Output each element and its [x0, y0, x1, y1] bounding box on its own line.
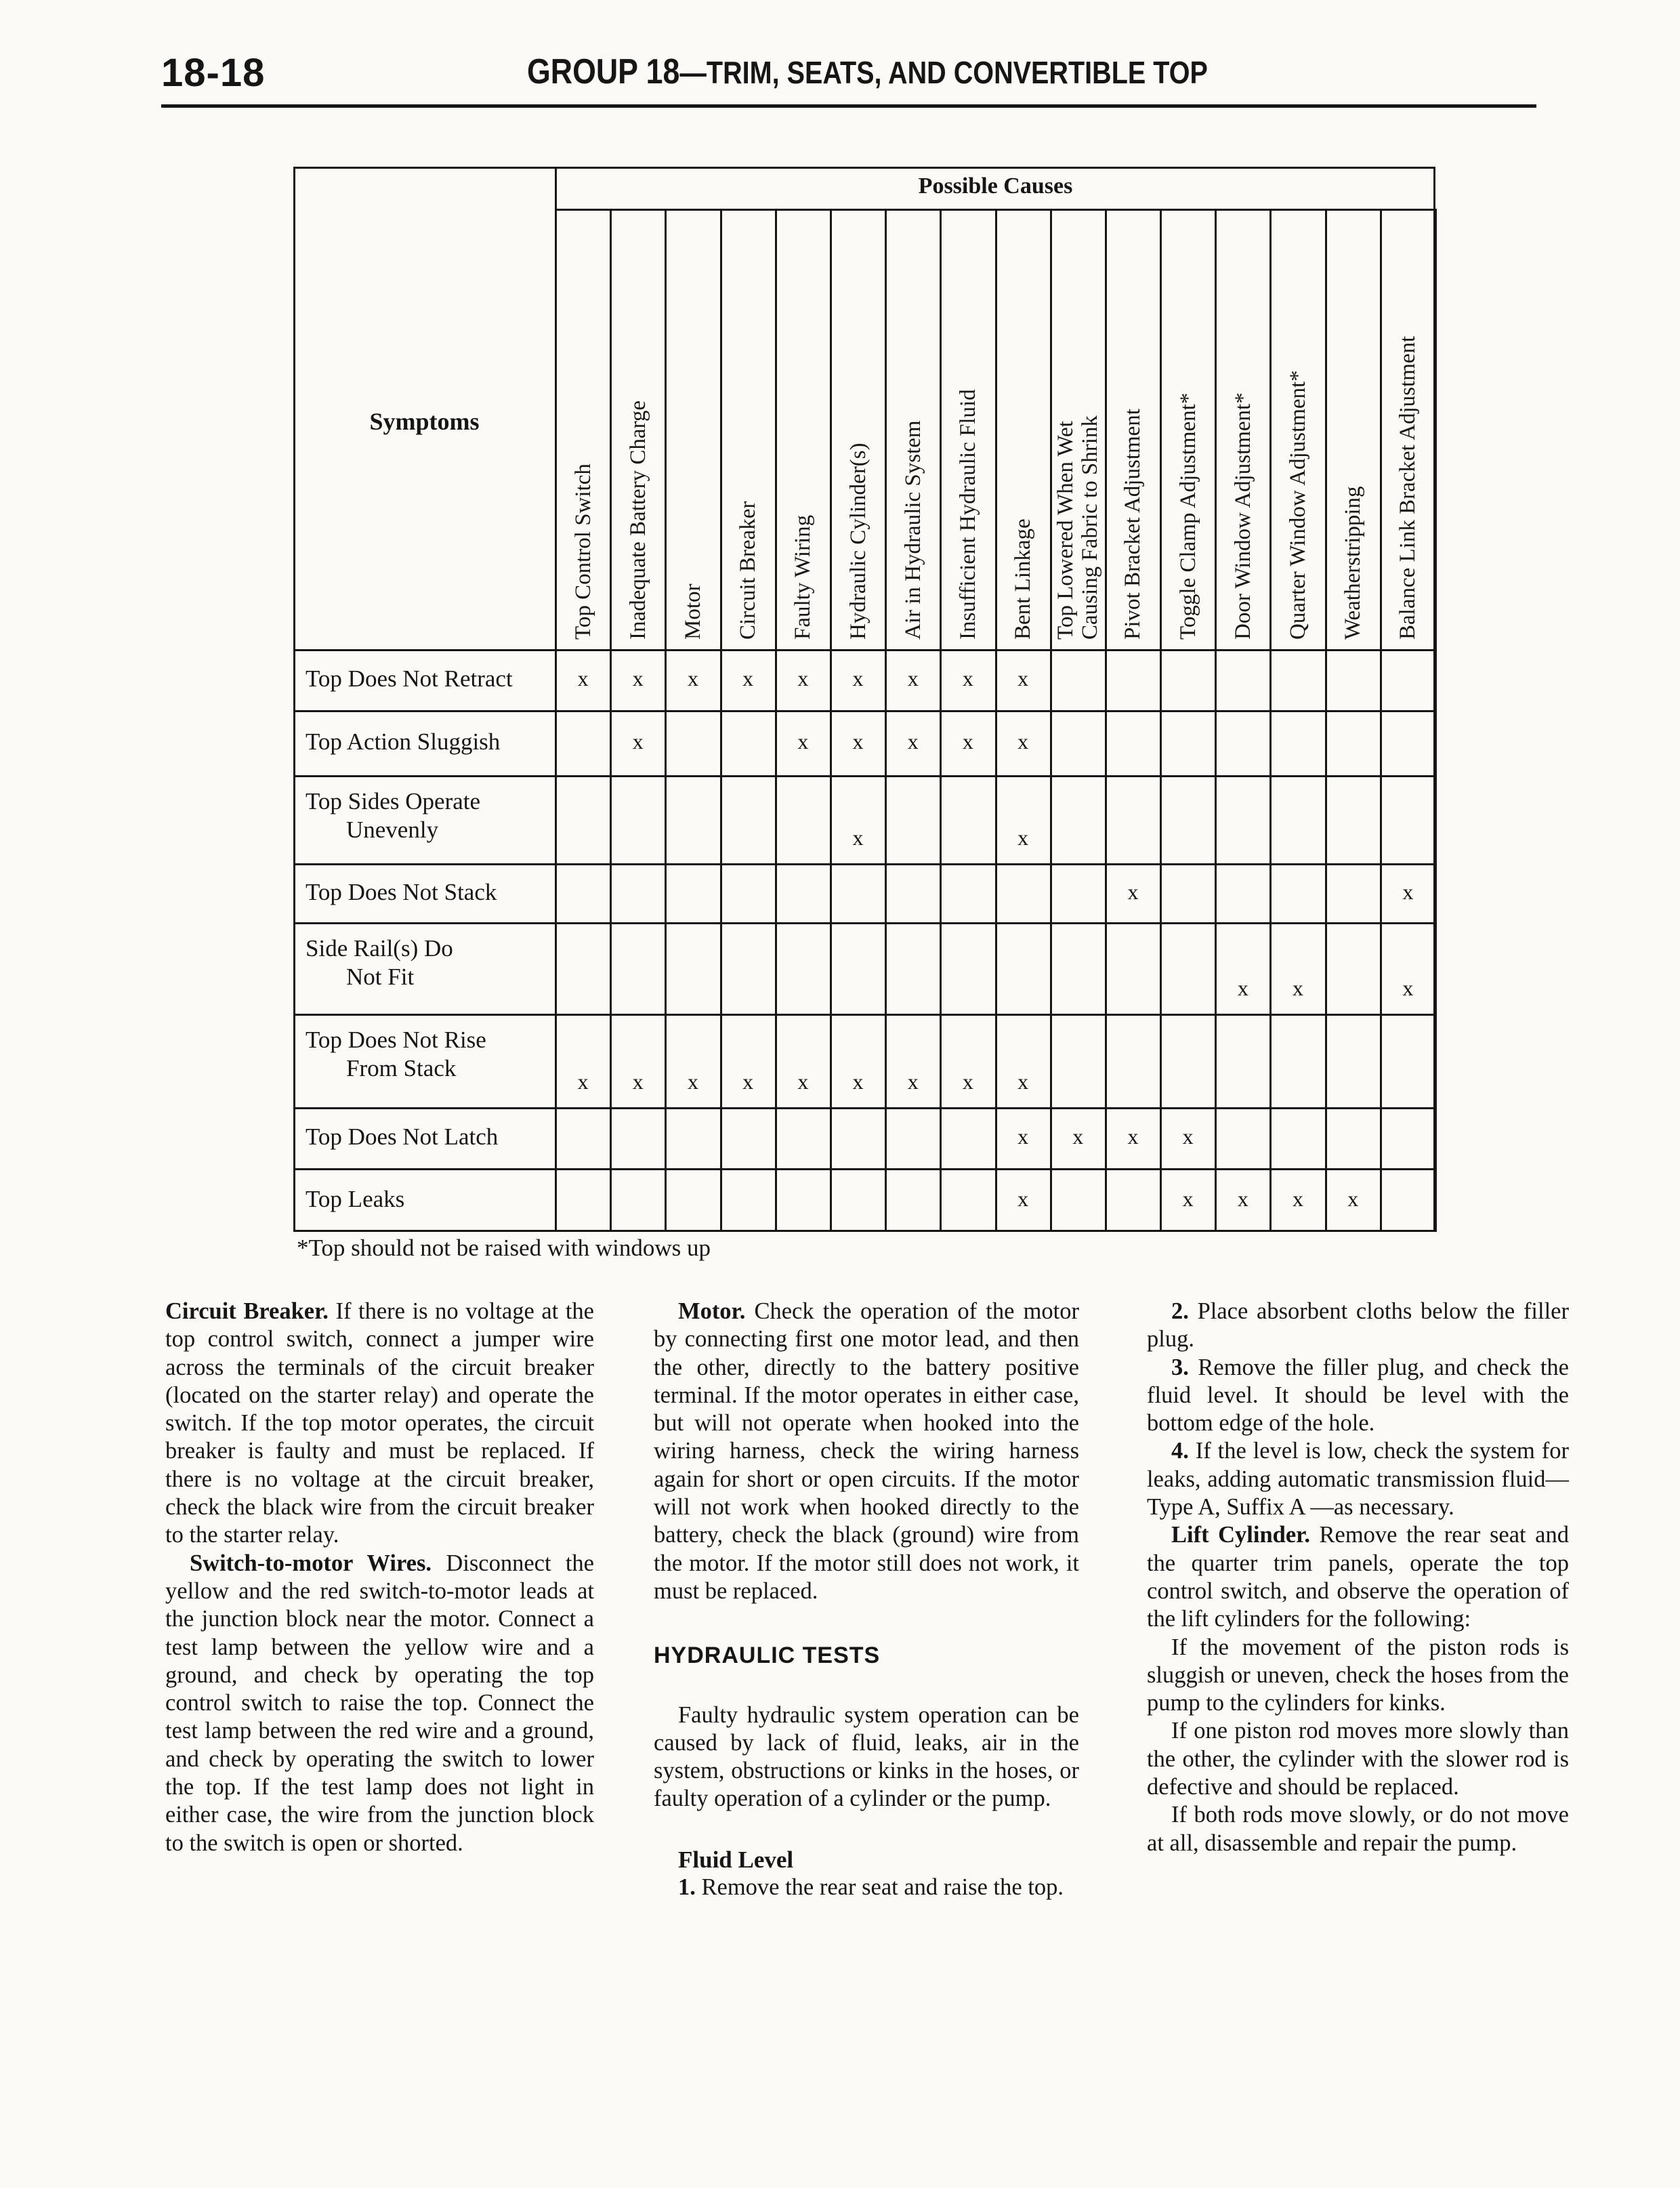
- cause-mark: x: [797, 729, 809, 754]
- cause-mark: x: [962, 666, 973, 690]
- cause-mark: x: [1293, 1186, 1304, 1211]
- cause-mark: x: [742, 666, 754, 690]
- cause-mark: x: [907, 1069, 919, 1094]
- symptom-label: Top Does Not Rise From Stack: [306, 1027, 486, 1081]
- group-prefix: GROUP 18: [527, 52, 680, 91]
- switch-to-motor-paragraph: Switch-to-motor Wires. Disconnect the yellow and the red switch-to-motor leads at the junction block near the motor. Connect a test lamp between the yellow wire and a ground, and check by operating the top control switch to raise the top. Connect the test lamp between the red wire and a ground, and check by operating the switch to lower the top. If the test lamp does not light in either case, the wire from the junction block to the switch is open or shorted.: [165, 1550, 594, 1856]
- cause-mark: x: [1072, 1124, 1084, 1149]
- cause-mark: x: [962, 1069, 973, 1094]
- table-border-left: [293, 167, 295, 1232]
- cause-column-label: Bent Linkage: [1011, 518, 1036, 640]
- symptoms-header: Symptoms: [369, 408, 480, 435]
- symptom-label: Side Rail(s) Do Not Fit: [306, 935, 453, 990]
- cause-mark: x: [962, 729, 973, 754]
- cause-mark: x: [1017, 825, 1029, 850]
- cause-mark: x: [687, 1069, 698, 1094]
- cause-mark: x: [797, 1069, 809, 1094]
- group-title: [527, 51, 1208, 92]
- both-rods-paragraph: If both rods move slowly, or do not move at all, disassemble and repair the pump.: [1147, 1802, 1569, 1856]
- row-rule: [293, 775, 1435, 777]
- step-4: 4. If the level is low, check the system for leaks, adding automatic transmission fluid—Type A, Suffix A —as necessary.: [1147, 1438, 1569, 1521]
- cause-mark: x: [632, 1069, 644, 1094]
- cause-mark: x: [1182, 1124, 1194, 1149]
- row-rule: [293, 922, 1435, 924]
- cause-mark: x: [852, 1069, 864, 1094]
- cause-mark: x: [907, 729, 919, 754]
- cause-mark: x: [1182, 1186, 1194, 1211]
- text-column-1: [165, 1298, 594, 1857]
- step-3: 3. Remove the filler plug, and check the fluid level. It should be level with the bottom edge of the hole.: [1147, 1354, 1569, 1437]
- step-1: 1. Remove the rear seat and raise the top.: [678, 1874, 1064, 1901]
- cause-mark: x: [1237, 976, 1248, 1000]
- cause-mark: x: [577, 666, 589, 690]
- piston-sluggish-paragraph: If the movement of the piston rods is sluggish or uneven, check the hoses from the pump to the cylinders for kinks.: [1147, 1634, 1569, 1716]
- table-border-bottom: [293, 1230, 1435, 1232]
- cause-column-label: Weatherstripping: [1341, 486, 1366, 640]
- cause-mark: x: [577, 1069, 589, 1094]
- cause-mark: x: [1017, 729, 1029, 754]
- cause-column-label: Pivot Bracket Adjustment: [1120, 409, 1146, 640]
- cause-column-label: Inadequate Battery Charge: [625, 400, 650, 640]
- motor-paragraph: Motor. Check the operation of the motor by connecting first one motor lead, and then the other, directly to the battery positive terminal. If the motor operates in either case, but will not operate when hooked into the wiring harness, check the wiring harness again for short or open circuits. If the motor will not work when hooked directly to the battery, check the black (ground) wire from the motor. If the motor still does not work, it must be replaced.: [654, 1298, 1079, 1604]
- cause-mark: x: [852, 666, 864, 690]
- cause-mark: x: [797, 666, 809, 690]
- cause-mark: x: [852, 825, 864, 850]
- cause-column-label: Door Window Adjustment*: [1230, 392, 1255, 640]
- cause-mark: x: [632, 666, 644, 690]
- cause-mark: x: [1237, 1186, 1248, 1211]
- circuit-breaker-heading: Circuit Breaker.: [165, 1298, 329, 1324]
- cause-column-label: Balance Link Bracket Adjustment: [1395, 335, 1421, 640]
- hydraulic-paragraph: Faulty hydraulic system operation can be caused by lack of fluid, leaks, air in the system, obstructions or kinks in the hoses, or faulty operation of a cylinder or the pump.: [654, 1701, 1079, 1812]
- page-number: 18-18: [161, 51, 266, 95]
- lift-cylinder-heading: Lift Cylinder.: [1171, 1522, 1310, 1548]
- column-rule: [1325, 209, 1327, 1232]
- cause-mark: x: [687, 666, 698, 690]
- cause-mark: x: [1402, 879, 1414, 904]
- column-rule: [1380, 209, 1382, 1232]
- diagnosis-table: [293, 167, 1435, 1232]
- piston-slow-paragraph: If one piston rod moves more slowly than the other, the cylinder with the slower rod is defective and should be replaced.: [1147, 1718, 1569, 1800]
- cause-mark: x: [1017, 1186, 1029, 1211]
- cause-column-label: Faulty Wiring: [791, 514, 816, 640]
- cause-column-label: Insufficient Hydraulic Fluid: [955, 389, 980, 640]
- column-rule: [1050, 209, 1052, 1232]
- row-rule: [293, 1168, 1435, 1170]
- cause-mark: x: [742, 1069, 754, 1094]
- cause-mark: x: [1127, 1124, 1139, 1149]
- text-column-2: [654, 1298, 1079, 1901]
- motor-heading: Motor.: [678, 1298, 746, 1324]
- cause-column-label: Toggle Clamp Adjustment*: [1175, 392, 1200, 640]
- step-2: 2. Place absorbent cloths below the filler plug.: [1147, 1298, 1569, 1353]
- cause-mark: x: [1402, 976, 1414, 1000]
- cause-column-label: Quarter Window Adjustment*: [1286, 370, 1311, 640]
- switch-to-motor-heading: Switch-to-motor Wires.: [190, 1550, 432, 1576]
- cause-mark: x: [852, 729, 864, 754]
- column-rule: [1105, 209, 1107, 1232]
- cause-mark: x: [1017, 1124, 1029, 1149]
- table-footnote: *Top should not be raised with windows up: [297, 1235, 711, 1261]
- cause-mark: x: [1347, 1186, 1359, 1211]
- text-column-3: [1147, 1298, 1569, 1857]
- cause-column-label: Circuit Breaker: [736, 501, 761, 640]
- cause-mark: x: [1017, 666, 1029, 690]
- cause-column-label: Top Control Switch: [570, 463, 595, 640]
- column-rule: [1269, 209, 1272, 1232]
- cause-mark: x: [1127, 879, 1139, 904]
- symptom-label: Top Action Sluggish: [306, 728, 501, 755]
- circuit-breaker-paragraph: Circuit Breaker. If there is no voltage at the top control switch, connect a jumper wire across the terminals of the circuit breaker (located on the starter relay) and operate the switch. If the top motor operates, the circuit breaker is faulty and must be replaced. If there is no voltage at the circuit breaker, check the black wire from the circuit breaker to the starter relay.: [165, 1298, 594, 1548]
- cause-mark: x: [907, 666, 919, 690]
- cause-column-label: Motor: [680, 583, 705, 640]
- group-suffix: —TRIM, SEATS, AND CONVERTIBLE TOP: [679, 55, 1208, 90]
- possible-causes-header: Possible Causes: [918, 173, 1073, 199]
- header-rule: [161, 104, 1536, 108]
- symptom-label: Top Does Not Retract: [306, 665, 513, 692]
- column-rule: [1160, 209, 1162, 1232]
- table-border-top: [293, 167, 1435, 169]
- symptom-label: Top Does Not Latch: [306, 1123, 499, 1150]
- cause-column-label: Top Lowered When Wet Causing Fabric to Shrink: [1053, 415, 1103, 640]
- row-rule: [293, 710, 1435, 712]
- lift-cylinder-paragraph: Lift Cylinder. Remove the rear seat and the quarter trim panels, operate the top control switch, and observe the operation of the lift cylinders for the following:: [1147, 1522, 1569, 1632]
- cause-column-label: Air in Hydraulic System: [900, 420, 925, 640]
- row-rule: [293, 649, 1435, 651]
- cause-mark: x: [1293, 976, 1304, 1000]
- page-header: [161, 45, 1536, 106]
- column-rule: [1435, 209, 1437, 1232]
- cause-mark: x: [632, 729, 644, 754]
- row-rule: [293, 863, 1435, 865]
- column-rule: [1215, 209, 1217, 1232]
- symptom-label: Top Sides Operate Unevenly: [306, 788, 481, 843]
- symptom-label: Top Does Not Stack: [306, 878, 497, 905]
- row-rule: [293, 1014, 1435, 1016]
- cause-column-label: Hydraulic Cylinder(s): [845, 442, 870, 640]
- symptom-label: Top Leaks: [306, 1186, 405, 1212]
- hydraulic-tests-heading: HYDRAULIC TESTS: [654, 1643, 881, 1669]
- row-rule: [293, 1107, 1435, 1109]
- cause-mark: x: [1017, 1069, 1029, 1094]
- fluid-level-heading: Fluid Level: [678, 1846, 794, 1873]
